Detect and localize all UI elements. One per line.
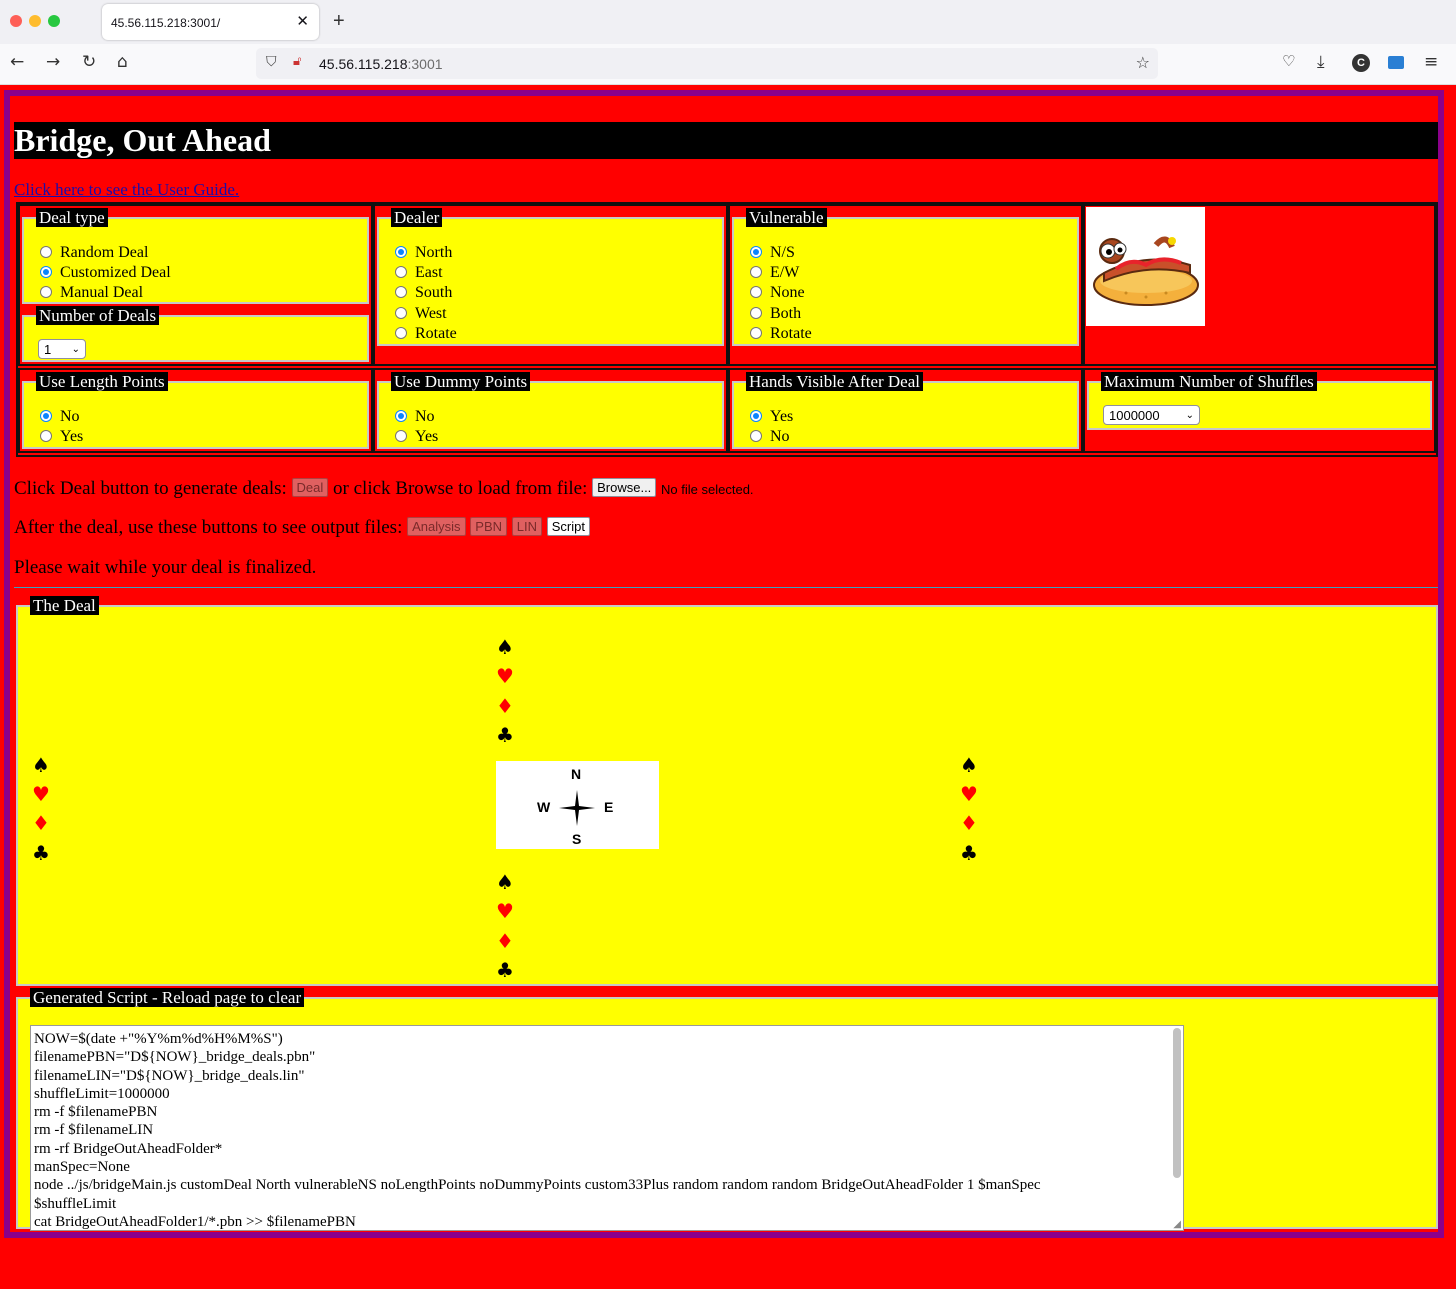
west-diamond-icon: ♦ xyxy=(32,811,50,835)
scrollbar-thumb[interactable] xyxy=(1173,1028,1181,1178)
dealer-rotate[interactable]: Rotate xyxy=(395,324,457,344)
radio-icon[interactable] xyxy=(40,286,52,298)
radio-icon[interactable] xyxy=(395,307,407,319)
dealer-fieldset xyxy=(377,208,724,346)
dummy-points-yes[interactable]: Yes xyxy=(395,427,438,447)
logo-cell xyxy=(1083,204,1436,366)
radio-icon[interactable] xyxy=(750,327,762,339)
radio-icon[interactable] xyxy=(395,430,407,442)
radio-icon[interactable] xyxy=(750,307,762,319)
new-tab-icon[interactable]: + xyxy=(333,10,345,32)
divider xyxy=(14,587,1438,588)
analysis-button[interactable]: Analysis xyxy=(407,517,465,536)
url-bar[interactable] xyxy=(256,48,1158,79)
south-spade-icon: ♠ xyxy=(496,870,514,894)
east-spade-icon: ♠ xyxy=(960,753,978,777)
radio-icon[interactable] xyxy=(750,286,762,298)
dummy-points-fieldset xyxy=(377,372,724,449)
south-diamond-icon: ♦ xyxy=(496,929,514,953)
east-club-icon: ♣ xyxy=(960,841,978,865)
radio-icon[interactable] xyxy=(40,246,52,258)
hands-visible-cell xyxy=(728,368,1083,453)
dealer-south[interactable]: South xyxy=(395,283,452,303)
compass-west-label: W xyxy=(537,799,551,815)
radio-icon[interactable] xyxy=(395,327,407,339)
script-textarea[interactable] xyxy=(30,1025,1184,1231)
length-points-fieldset xyxy=(22,372,369,449)
generated-script-legend: Generated Script - Reload page to clear xyxy=(30,988,304,1007)
west-club-icon: ♣ xyxy=(32,841,50,865)
script-content: NOW=$(date +"%Y%m%d%H%M%S") filenamePBN="D${NOW}_bridge_deals.pbn" filenameLIN="D${NOW}_bridge_deals.lin" shuffleLimit=1000000 rm -f $filenamePBN rm -f $filenameLIN rm -rf BridgeOutAheadFolder* manSpec=None node ../js/bridgeMain.js customDeal North vulnerableNS noLengthPoints noDummyPoints custom33Plus random random random BridgeOutAheadFolder 1 $manSpec $shuffleLimit cat BridgeOutAheadFolder1/*.pbn >> $filenamePBN xyxy=(34,1031,1041,1230)
forward-icon[interactable]: → xyxy=(46,52,61,72)
compass-north-label: N xyxy=(571,766,582,782)
number-of-deals-legend: Number of Deals xyxy=(36,306,159,325)
hands-visible-no[interactable]: No xyxy=(750,427,790,447)
chevron-down-icon: ⌄ xyxy=(1185,410,1194,421)
browser-tab-bar xyxy=(0,0,1456,44)
length-points-no[interactable]: No xyxy=(40,407,80,427)
hands-visible-legend: Hands Visible After Deal xyxy=(746,372,923,391)
page-frame xyxy=(4,90,1444,1238)
dealer-east[interactable]: East xyxy=(395,263,443,283)
south-heart-icon: ♥ xyxy=(496,899,514,923)
resize-grip-icon[interactable]: ◢ xyxy=(1173,1219,1181,1230)
north-club-icon: ♣ xyxy=(496,723,514,747)
west-heart-icon: ♥ xyxy=(32,782,50,806)
home-icon[interactable]: ⌂ xyxy=(117,52,128,72)
vulnerable-cell xyxy=(728,204,1083,366)
settings-grid xyxy=(16,202,1438,457)
wait-message: Please wait while your deal is finalized. xyxy=(14,557,317,578)
length-points-yes[interactable]: Yes xyxy=(40,427,83,447)
url-text[interactable]: 45.56.115.218:3001 xyxy=(319,56,443,72)
browse-button[interactable]: Browse... xyxy=(592,478,656,497)
menu-icon[interactable]: ≡ xyxy=(1424,52,1439,72)
north-heart-icon: ♥ xyxy=(496,664,514,688)
deal-button[interactable]: Deal xyxy=(292,478,329,497)
deal-type-fieldset xyxy=(22,208,369,304)
tab-close-icon[interactable]: ✕ xyxy=(296,13,309,30)
dealer-legend: Dealer xyxy=(391,208,442,227)
dealer-north[interactable]: North xyxy=(395,243,452,263)
reload-icon[interactable]: ↻ xyxy=(82,52,97,72)
north-diamond-icon: ♦ xyxy=(496,694,514,718)
length-points-cell xyxy=(18,368,373,453)
compass-star-icon xyxy=(557,788,597,828)
hands-visible-fieldset xyxy=(732,372,1079,449)
user-guide-link[interactable]: Click here to see the User Guide. xyxy=(14,180,240,199)
west-spade-icon: ♠ xyxy=(32,753,50,777)
no-file-label: No file selected. xyxy=(661,482,754,497)
max-shuffles-select[interactable]: 1000000 ⌄ xyxy=(1103,405,1200,425)
vulnerable-rotate[interactable]: Rotate xyxy=(750,324,812,344)
radio-icon[interactable] xyxy=(395,286,407,298)
the-deal-fieldset xyxy=(16,596,1438,986)
script-button[interactable]: Script xyxy=(547,517,590,536)
bookmark-star-icon[interactable]: ☆ xyxy=(1135,53,1150,72)
browser-nav-bar xyxy=(0,44,1456,85)
south-club-icon: ♣ xyxy=(496,958,514,982)
dealer-cell xyxy=(373,204,728,366)
browser-tab[interactable] xyxy=(102,4,319,40)
deal-type-cell xyxy=(18,204,373,366)
chevron-down-icon: ⌄ xyxy=(71,344,80,355)
lin-button[interactable]: LIN xyxy=(512,517,542,536)
radio-selected-icon[interactable] xyxy=(395,410,407,422)
deal-type-random[interactable]: Random Deal xyxy=(40,243,148,263)
number-of-deals-select[interactable]: 1 ⌄ xyxy=(38,339,86,359)
generated-script-fieldset xyxy=(16,988,1438,1229)
close-window-icon[interactable] xyxy=(10,15,22,27)
vulnerable-ew[interactable]: E/W xyxy=(750,263,799,283)
dummy-points-legend: Use Dummy Points xyxy=(391,372,530,391)
number-of-deals-fieldset xyxy=(22,306,369,362)
vulnerable-ns[interactable]: N/S xyxy=(750,243,795,263)
dummy-points-no[interactable]: No xyxy=(395,407,435,427)
pbn-button[interactable]: PBN xyxy=(470,517,507,536)
page-title: Bridge, Out Ahead xyxy=(14,122,1438,159)
radio-selected-icon[interactable] xyxy=(40,410,52,422)
account-avatar-icon[interactable]: C xyxy=(1352,54,1370,72)
east-diamond-icon: ♦ xyxy=(960,811,978,835)
radio-selected-icon[interactable] xyxy=(395,246,407,258)
radio-selected-icon[interactable] xyxy=(750,410,762,422)
vulnerable-none[interactable]: None xyxy=(750,283,805,303)
compass-east-label: E xyxy=(604,799,614,815)
length-points-legend: Use Length Points xyxy=(36,372,168,391)
insecure-lock-icon[interactable]: 🔓︎ xyxy=(293,54,302,69)
radio-selected-icon[interactable] xyxy=(750,246,762,258)
hotdog-logo-icon xyxy=(1086,207,1205,326)
tab-title: 45.56.115.218:3001/ xyxy=(111,16,221,30)
radio-icon[interactable] xyxy=(750,266,762,278)
deal-type-legend: Deal type xyxy=(36,208,108,227)
radio-icon[interactable] xyxy=(750,430,762,442)
shield-icon[interactable]: ⛉ xyxy=(266,54,277,70)
radio-selected-icon[interactable] xyxy=(40,266,52,278)
deal-type-manual[interactable]: Manual Deal xyxy=(40,283,143,303)
zoom-window-icon[interactable] xyxy=(48,15,60,27)
north-spade-icon: ♠ xyxy=(496,635,514,659)
pocket-icon[interactable]: ♡ xyxy=(1282,52,1296,70)
max-shuffles-fieldset xyxy=(1087,372,1432,430)
the-deal-legend: The Deal xyxy=(30,596,99,615)
minimize-window-icon[interactable] xyxy=(29,15,41,27)
dealer-west[interactable]: West xyxy=(395,304,447,324)
extension-icon[interactable] xyxy=(1388,56,1404,69)
radio-icon[interactable] xyxy=(40,430,52,442)
hands-visible-yes[interactable]: Yes xyxy=(750,407,793,427)
dummy-points-cell xyxy=(373,368,728,453)
radio-icon[interactable] xyxy=(395,266,407,278)
compass-south-label: S xyxy=(572,831,582,847)
back-icon[interactable]: ← xyxy=(10,52,25,72)
max-shuffles-cell xyxy=(1083,368,1436,453)
output-controls-row: After the deal, use these buttons to see output files: Analysis PBN LIN Script xyxy=(14,517,590,539)
deal-type-customized[interactable]: Customized Deal xyxy=(40,263,171,283)
deal-controls-row: Click Deal button to generate deals: Deal or click Browse to load from file: Browse... No file selected. xyxy=(14,478,754,499)
vulnerable-fieldset xyxy=(732,208,1079,346)
east-heart-icon: ♥ xyxy=(960,782,978,806)
downloads-icon[interactable]: ⤓ xyxy=(1317,52,1325,72)
vulnerable-legend: Vulnerable xyxy=(746,208,827,227)
compass-rose xyxy=(496,761,659,849)
max-shuffles-legend: Maximum Number of Shuffles xyxy=(1101,372,1317,391)
vulnerable-both[interactable]: Both xyxy=(750,304,801,324)
